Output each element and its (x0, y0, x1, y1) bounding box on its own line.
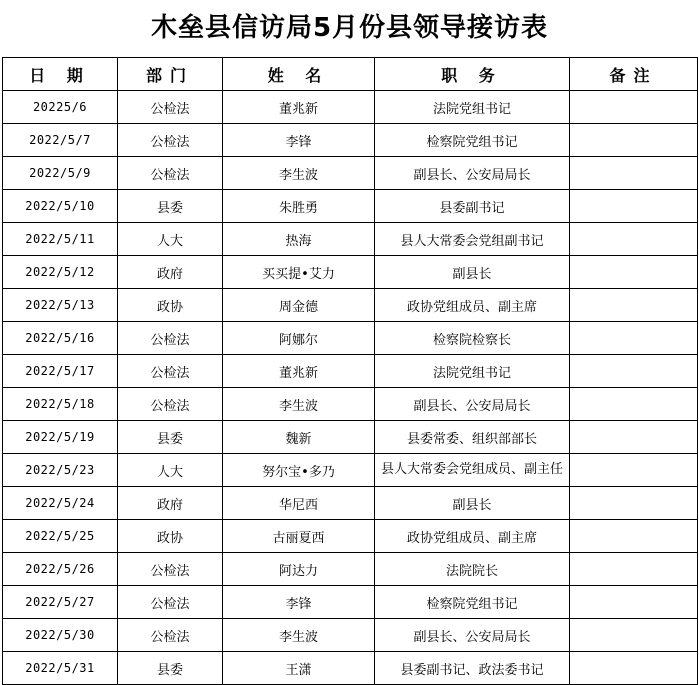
cell-department: 县委 (118, 190, 223, 223)
cell-position: 法院党组书记 (375, 355, 570, 388)
cell-department: 公检法 (118, 157, 223, 190)
cell-name: 华尼西 (223, 487, 375, 520)
page-title: 木垒县信访局5月份县领导接访表 (150, 13, 549, 43)
cell-remarks (570, 652, 698, 685)
cell-name: 古丽夏西 (223, 520, 375, 553)
cell-remarks (570, 223, 698, 256)
cell-remarks (570, 322, 698, 355)
cell-department: 公检法 (118, 586, 223, 619)
cell-date: 2022/5/9 (3, 157, 118, 190)
cell-date: 2022/5/7 (3, 124, 118, 157)
header-position: 职 务 (375, 58, 570, 91)
cell-department: 政府 (118, 487, 223, 520)
cell-name: 努尔宝•多乃 (223, 454, 375, 487)
cell-position: 县人大常委会党组副书记 (375, 223, 570, 256)
cell-remarks (570, 256, 698, 289)
cell-position: 副县长、公安局局长 (375, 388, 570, 421)
cell-name: 魏新 (223, 421, 375, 454)
cell-position: 副县长、公安局局长 (375, 157, 570, 190)
cell-remarks (570, 619, 698, 652)
cell-department: 人大 (118, 223, 223, 256)
cell-remarks (570, 157, 698, 190)
cell-remarks (570, 553, 698, 586)
header-name: 姓 名 (223, 58, 375, 91)
table-row (3, 190, 698, 223)
cell-position: 法院党组书记 (375, 91, 570, 124)
cell-name: 周金德 (223, 289, 375, 322)
cell-department: 公检法 (118, 619, 223, 652)
table-row (3, 586, 698, 619)
table-row (3, 289, 698, 322)
table-body (3, 91, 698, 685)
cell-date: 2022/5/23 (3, 454, 118, 487)
cell-department: 县委 (118, 421, 223, 454)
cell-department: 政协 (118, 289, 223, 322)
cell-name: 阿娜尔 (223, 322, 375, 355)
table-row (3, 520, 698, 553)
cell-name: 李生波 (223, 619, 375, 652)
cell-position: 政协党组成员、副主席 (375, 289, 570, 322)
table-row (3, 553, 698, 586)
table-header-row (3, 58, 698, 91)
cell-name: 李生波 (223, 388, 375, 421)
cell-date: 2022/5/24 (3, 487, 118, 520)
table-row (3, 223, 698, 256)
cell-position: 县人大常委会党组成员、副主任 (375, 454, 570, 487)
cell-name: 李锋 (223, 124, 375, 157)
table-row (3, 652, 698, 685)
cell-remarks (570, 421, 698, 454)
cell-date: 2022/5/17 (3, 355, 118, 388)
cell-name: 董兆新 (223, 355, 375, 388)
cell-name: 热海 (223, 223, 375, 256)
reception-schedule-table (2, 57, 698, 685)
cell-department: 县委 (118, 652, 223, 685)
cell-name: 李生波 (223, 157, 375, 190)
cell-department: 公检法 (118, 91, 223, 124)
cell-remarks (570, 289, 698, 322)
cell-name: 王潇 (223, 652, 375, 685)
cell-department: 公检法 (118, 355, 223, 388)
cell-position: 检察院党组书记 (375, 586, 570, 619)
table-row (3, 487, 698, 520)
cell-department: 公检法 (118, 388, 223, 421)
cell-position: 县委常委、组织部部长 (375, 421, 570, 454)
table-row (3, 91, 698, 124)
cell-remarks (570, 487, 698, 520)
cell-name: 董兆新 (223, 91, 375, 124)
cell-date: 2022/5/19 (3, 421, 118, 454)
cell-remarks (570, 91, 698, 124)
table-row (3, 421, 698, 454)
cell-date: 2022/5/10 (3, 190, 118, 223)
cell-date: 2022/5/31 (3, 652, 118, 685)
cell-remarks (570, 388, 698, 421)
table-row (3, 355, 698, 388)
table-row (3, 124, 698, 157)
cell-position: 副县长 (375, 487, 570, 520)
cell-date: 2022/5/13 (3, 289, 118, 322)
table-row (3, 256, 698, 289)
cell-remarks (570, 586, 698, 619)
table-row (3, 322, 698, 355)
table-row (3, 157, 698, 190)
cell-name: 李锋 (223, 586, 375, 619)
cell-department: 公检法 (118, 124, 223, 157)
cell-department: 政协 (118, 520, 223, 553)
table-row (3, 619, 698, 652)
cell-department: 公检法 (118, 322, 223, 355)
header-department: 部门 (118, 58, 223, 91)
cell-date: 2022/5/12 (3, 256, 118, 289)
cell-position: 县委副书记、政法委书记 (375, 652, 570, 685)
cell-remarks (570, 355, 698, 388)
header-date: 日 期 (3, 58, 118, 91)
cell-date: 2022/5/26 (3, 553, 118, 586)
cell-position: 副县长、公安局局长 (375, 619, 570, 652)
cell-remarks (570, 520, 698, 553)
cell-department: 政府 (118, 256, 223, 289)
cell-date: 2022/5/25 (3, 520, 118, 553)
cell-position: 检察院党组书记 (375, 124, 570, 157)
cell-date: 2022/5/27 (3, 586, 118, 619)
cell-date: 2022/5/16 (3, 322, 118, 355)
cell-date: 2022/5/18 (3, 388, 118, 421)
cell-remarks (570, 454, 698, 487)
header-remarks: 备注 (570, 58, 698, 91)
cell-department: 人大 (118, 454, 223, 487)
cell-position: 政协党组成员、副主席 (375, 520, 570, 553)
cell-name: 朱胜勇 (223, 190, 375, 223)
cell-position: 县委副书记 (375, 190, 570, 223)
cell-name: 买买提•艾力 (223, 256, 375, 289)
cell-position: 法院院长 (375, 553, 570, 586)
table-row (3, 388, 698, 421)
table-row (3, 454, 698, 487)
cell-name: 阿达力 (223, 553, 375, 586)
cell-date: 2022/5/11 (3, 223, 118, 256)
cell-department: 公检法 (118, 553, 223, 586)
cell-remarks (570, 190, 698, 223)
cell-position: 副县长 (375, 256, 570, 289)
cell-date: 2022/5/30 (3, 619, 118, 652)
cell-remarks (570, 124, 698, 157)
cell-position: 检察院检察长 (375, 322, 570, 355)
cell-date: 20225/6 (3, 91, 118, 124)
